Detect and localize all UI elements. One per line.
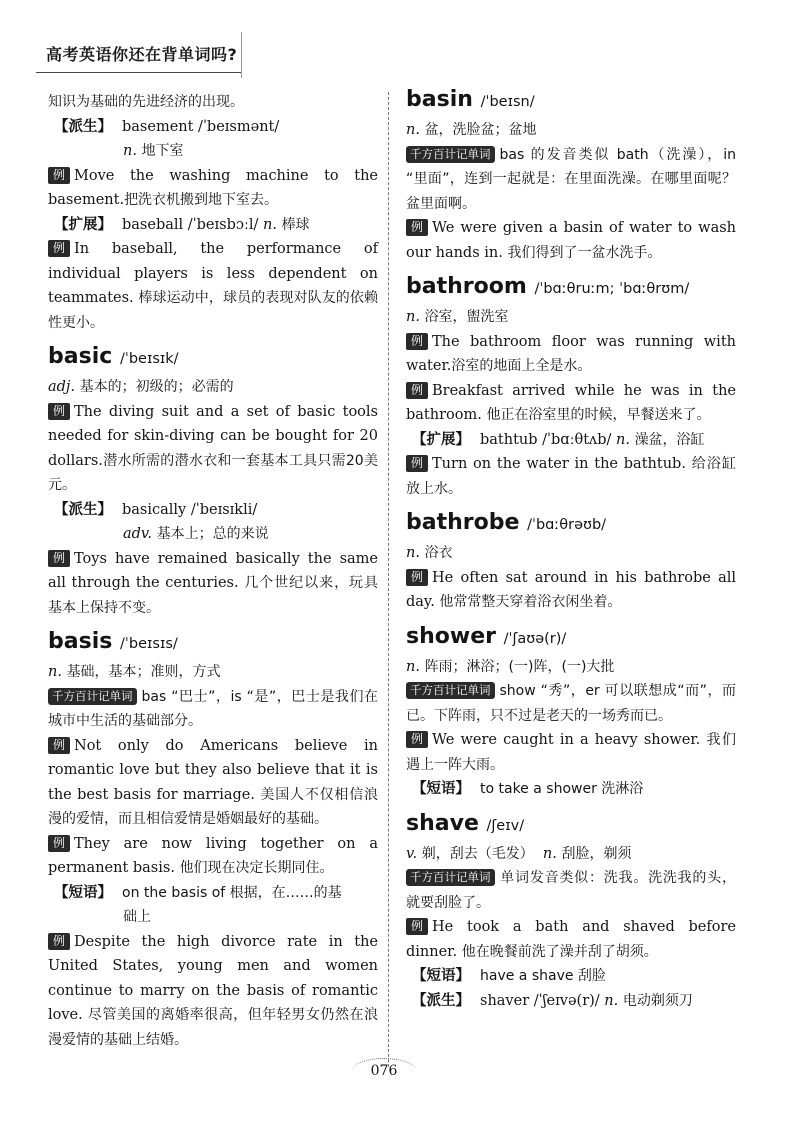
example-badge: 例	[48, 167, 70, 184]
example-badge: 例	[406, 333, 428, 350]
example-badge: 例	[406, 918, 428, 935]
headword-shave: shave /ʃeɪv/	[406, 810, 525, 836]
extension-entry: 【扩展】 baseball /ˈbeɪsbɔːl/ n. 棒球	[54, 216, 310, 233]
headword-basis: basis /ˈbeɪsɪs/	[48, 629, 178, 654]
running-header	[36, 32, 242, 78]
definition: adj. 基本的；初级的；必需的	[48, 379, 234, 395]
headword-bathroom: bathroom /ˈbɑːθruːm; ˈbɑːθrʊm/	[406, 274, 690, 299]
definition: v. 剃，刮去（毛发） n. 刮脸，剃须	[406, 845, 632, 862]
example-sentence: 例 Toys have remained basically the same all through the centuries. 几个世纪以来，玩具基本上保持不变。	[48, 550, 379, 616]
example-sentence: 例 The bathroom floor was running with water.浴室的地面上全是水。	[406, 333, 736, 374]
example-badge: 例	[406, 382, 428, 399]
headword-shower: shower /ˈʃaʊə(r)/	[406, 623, 567, 649]
book-title: 高考英语你还在背单词吗?	[46, 45, 238, 64]
example-badge: 例	[48, 933, 70, 950]
example-badge: 例	[406, 219, 428, 236]
definition: n. 浴衣	[406, 545, 453, 561]
example-sentence: 例 Turn on the water in the bathtub. 给浴缸放上水。	[406, 456, 737, 497]
example-badge: 例	[48, 550, 70, 567]
example-sentence: 例 Despite the high divorce rate in the United States, young men and women continue to marry on the basis of romantic love. 尽管美国的离婚率很高，但年轻男女仍然在浪漫爱情的基础上结婚。	[48, 933, 379, 1048]
memory-badge: 千方百计记单词	[406, 869, 495, 886]
memory-tip: 千方百计记单词 bas “巴士”，is “是”，巴士是我们在城市中生活的基础部分。	[48, 688, 378, 729]
example-sentence: 例 The diving suit and a set of basic tools needed for skin-diving can be bought for 20 dollars.潜水所需的潜水衣和一套基本工具只需20美元。	[48, 403, 378, 493]
column-divider	[388, 92, 389, 1067]
header-underline	[36, 72, 241, 73]
memory-tip: 千方百计记单词 bas 的发音类似 bath（洗澡），in “里面”，连到一起就是：在里面洗澡。在哪里面呢？盆里面啊。	[406, 146, 736, 212]
definition: n. 盆，洗脸盆；盆地	[406, 122, 537, 138]
derivative-entry: 【派生】 shaver /ˈʃeɪvə(r)/ n. 电动剃须刀	[412, 992, 693, 1009]
headword-basic: basic /ˈbeɪsɪk/	[48, 344, 179, 369]
definition: n. 基础，基本；准则，方式	[48, 664, 221, 680]
phrase-entry: 【短语】 have a shave 刮脸	[412, 968, 606, 984]
example-badge: 例	[48, 737, 70, 754]
headword-basin: basin /ˈbeɪsn/	[406, 87, 535, 112]
derivative-entry: 【派生】 basement /ˈbeɪsmənt/	[54, 118, 280, 135]
extension-entry: 【扩展】 bathtub /ˈbɑːθtʌb/ n. 澡盆，浴缸	[412, 431, 705, 448]
memory-tip: 千方百计记单词 单词发音类似：洗我。洗洗我的头，就要刮脸了。	[406, 870, 736, 911]
example-sentence: 例 We were given a basin of water to wash our hands in. 我们得到了一盆水洗手。	[406, 220, 736, 261]
example-badge: 例	[406, 455, 428, 472]
definition: n. 阵雨；淋浴；(一)阵，(一)大批	[406, 658, 615, 675]
example-sentence: 例 They are now living together on a permanent basis. 他们现在决定长期同住。	[48, 835, 378, 876]
left-column	[48, 90, 378, 1052]
right-column	[406, 84, 736, 1013]
derivative-entry: 【派生】 basically /ˈbeɪsɪkli/	[54, 501, 258, 518]
memory-badge: 千方百计记单词	[48, 688, 137, 705]
example-sentence: 例 Move the washing machine to the basement.把洗衣机搬到地下室去。	[48, 167, 378, 208]
example-badge: 例	[48, 835, 70, 852]
memory-badge: 千方百计记单词	[406, 682, 495, 699]
derivative-definition: adv. 基本上；总的来说	[123, 526, 269, 542]
derivative-definition: n. 地下室	[123, 143, 184, 159]
continued-text: 知识为基础的先进经济的出现。	[48, 94, 244, 110]
example-sentence: 例 In baseball, the performance of individual players is less dependent on teammates. 棒球运动中，球员的表现对队友的依赖性更小。	[48, 241, 379, 331]
example-sentence: 例 Not only do Americans believe in romantic love but they also believe that it is the best basis for marriage. 美国人不仅相信浪漫的爱情，而且相信爱情是婚姻最好的基础。	[48, 737, 379, 827]
definition: n. 浴室，盥洗室	[406, 309, 509, 325]
page-number: 076	[352, 1058, 416, 1083]
example-badge: 例	[406, 569, 428, 586]
phrase-entry: 【短语】 to take a shower 洗淋浴	[412, 781, 644, 797]
example-sentence: 例 He took a bath and shaved before dinner. 他在晚餐前洗了澡并刮了胡须。	[406, 919, 736, 960]
example-sentence: 例 We were caught in a heavy shower. 我们遇上一阵大雨。	[406, 732, 736, 773]
example-sentence: 例 He often sat around in his bathrobe all day. 他常常整天穿着浴衣闲坐着。	[406, 569, 736, 610]
example-badge: 例	[48, 240, 70, 257]
phrase-continuation: 础上	[123, 909, 151, 925]
example-sentence: 例 Breakfast arrived while he was in the bathroom. 他正在浴室里的时候，早餐送来了。	[406, 382, 736, 423]
memory-tip: 千方百计记单词 show “秀”，er 可以联想成“而”，而已。下阵雨，只不过是老天的一场秀而已。	[406, 683, 736, 724]
example-badge: 例	[48, 403, 70, 420]
memory-badge: 千方百计记单词	[406, 146, 495, 163]
example-badge: 例	[406, 731, 428, 748]
headword-bathrobe: bathrobe /ˈbɑːθrəʊb/	[406, 510, 607, 535]
phrase-entry: 【短语】 on the basis of 根据，在……的基	[54, 884, 342, 901]
